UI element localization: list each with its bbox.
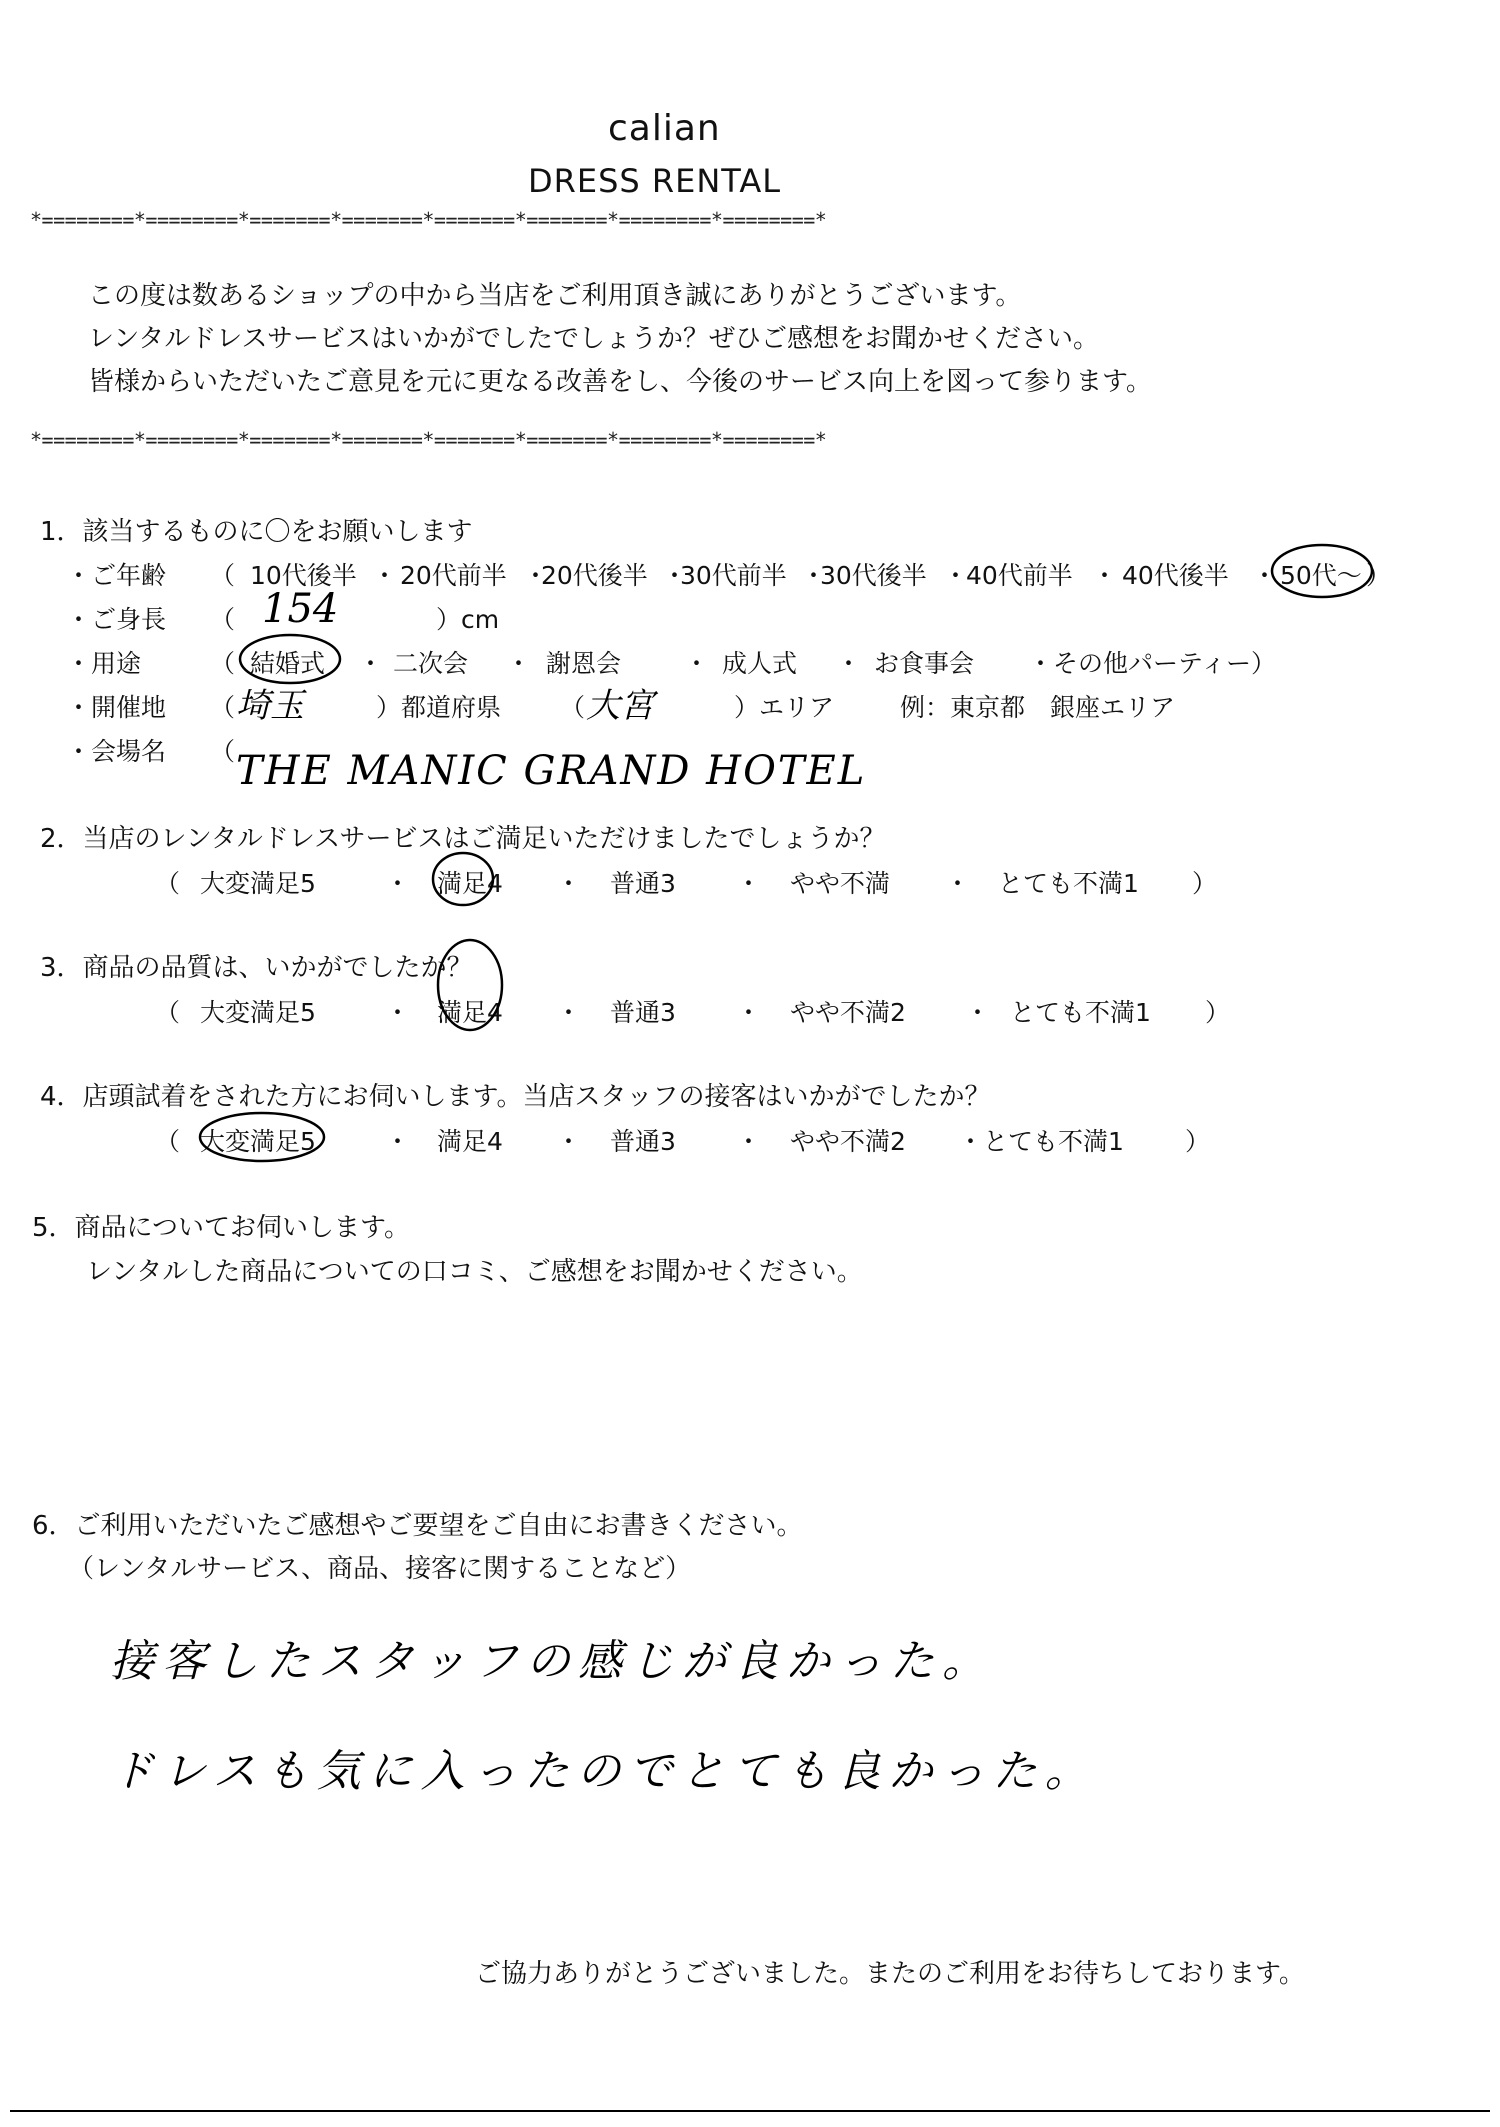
purpose-option-thanks-party[interactable]: 謝恩会	[546, 649, 622, 678]
q3-option-2[interactable]: やや不満2	[790, 998, 906, 1027]
venue-area-label: ・開催地	[66, 693, 167, 722]
q2-open-paren: （	[155, 869, 181, 898]
q4-sep: ・	[736, 1127, 762, 1156]
purpose-option-dinner[interactable]: お食事会	[874, 649, 975, 678]
age-option-20s-early[interactable]: 20代前半	[400, 561, 507, 590]
purpose-option-coming-of-age[interactable]: 成人式	[722, 649, 798, 678]
venue-example: 例：東京都 銀座エリア	[900, 693, 1176, 722]
prefecture-handwritten-value[interactable]: 埼玉	[236, 686, 304, 726]
purpose-label: ・用途	[66, 649, 142, 678]
q3-sep: ・	[556, 998, 582, 1027]
age-sep: ・	[801, 561, 827, 590]
q4-open-paren: （	[155, 1127, 181, 1156]
q3-sep: ・	[965, 998, 991, 1027]
area-open-paren: （	[560, 693, 586, 722]
area-handwritten-value[interactable]: 大宮	[586, 686, 654, 726]
venue-name-label: ・会場名	[66, 737, 167, 766]
purpose-option-after-party[interactable]: 二次会	[393, 649, 469, 678]
age-option-30s-early[interactable]: 30代前半	[680, 561, 787, 590]
prefecture-suffix: ）都道府県	[376, 693, 502, 722]
page-bottom-rule	[10, 2110, 1490, 2112]
brand-subtitle: DRESS RENTAL	[528, 162, 782, 200]
q4-option-1[interactable]: ・とても不満1	[958, 1127, 1124, 1156]
q2-option-2[interactable]: やや不満	[790, 869, 891, 898]
q3-title: 3．商品の品質は、いかがでしたか？	[40, 953, 473, 983]
age-option-40s-late[interactable]: 40代後半	[1122, 561, 1229, 590]
q4-option-4[interactable]: 満足4	[437, 1127, 503, 1156]
q4-sep: ・	[556, 1127, 582, 1156]
divider-top: *========*========*=======*=======*=======*=======*========*========*	[30, 208, 827, 232]
q3-sep: ・	[736, 998, 762, 1027]
q3-option-5[interactable]: 大変満足5	[200, 998, 316, 1027]
venue-name-open-paren: （	[210, 737, 236, 766]
height-open-paren: （	[210, 605, 236, 634]
q6-answer-line-2[interactable]: ドレスも気に入ったのでとても良かった。	[110, 1746, 1097, 1797]
age-option-10s-late[interactable]: 10代後半	[250, 561, 357, 590]
q2-sep: ・	[385, 869, 411, 898]
q4-close-paren: ）	[1185, 1127, 1211, 1156]
purpose-open-paren: （	[210, 649, 236, 678]
divider-bottom: *========*========*=======*=======*=======*=======*========*========*	[30, 428, 827, 452]
age-open-paren: （	[210, 561, 236, 590]
q3-option-3[interactable]: 普通3	[610, 998, 676, 1027]
age-label: ・ご年齢	[66, 561, 167, 590]
q2-option-5[interactable]: 大変満足5	[200, 869, 316, 898]
q4-option-5[interactable]: 大変満足5	[200, 1127, 316, 1156]
footer-thanks: ご協力ありがとうございました。またのご利用をお待ちしております。	[475, 1959, 1305, 1989]
age-sep: ・	[662, 561, 688, 590]
intro-line-3: 皆様からいただいたご意見を元に更なる改善をし、今後のサービス向上を図って参ります。	[88, 367, 1152, 397]
venue-name-handwritten-value[interactable]: THE MANIC GRAND HOTEL	[236, 748, 867, 794]
age-option-20s-late[interactable]: 20代後半	[541, 561, 648, 590]
age-option-30s-late[interactable]: 30代後半	[820, 561, 927, 590]
purpose-sep: ・	[836, 649, 862, 678]
purpose-sep: ・	[358, 649, 384, 678]
purpose-option-wedding[interactable]: 結婚式	[250, 649, 326, 678]
intro-line-1: この度は数あるショップの中から当店をご利用頂き誠にありがとうございます。	[88, 281, 1022, 311]
q2-option-3[interactable]: 普通3	[610, 869, 676, 898]
area-suffix: ）エリア	[734, 693, 835, 722]
q6-subtitle: （レンタルサービス、商品、接客に関することなど）	[68, 1554, 692, 1584]
q2-close-paren: ）	[1192, 869, 1218, 898]
q3-open-paren: （	[155, 998, 181, 1027]
brand-name: calian	[608, 108, 721, 149]
purpose-sep: ・	[684, 649, 710, 678]
age-sep: ・	[943, 561, 969, 590]
age-sep: ・	[1092, 561, 1118, 590]
age-sep: ・	[372, 561, 398, 590]
q5-title: 5．商品についてお伺いします。	[32, 1213, 410, 1243]
q2-option-1[interactable]: とても不満1	[998, 869, 1139, 898]
q5-subtitle: レンタルした商品についての口コミ、ご感想をお聞かせください。	[86, 1257, 863, 1287]
q2-sep: ・	[945, 869, 971, 898]
q2-option-4[interactable]: 満足4	[437, 869, 503, 898]
q2-sep: ・	[556, 869, 582, 898]
q4-option-3[interactable]: 普通3	[610, 1127, 676, 1156]
intro-line-2: レンタルドレスサービスはいかがでしたでしょうか？ぜひご感想をお聞かせください。	[88, 324, 1100, 354]
q2-title: 2．当店のレンタルドレスサービスはご満足いただけましたでしょうか？	[40, 824, 886, 854]
q3-option-1[interactable]: とても不満1	[1010, 998, 1151, 1027]
height-unit: ）cm	[436, 605, 500, 634]
age-option-40s-early[interactable]: 40代前半	[966, 561, 1073, 590]
q6-title: 6．ご利用いただいたご感想やご要望をご自由にお書きください。	[32, 1511, 803, 1541]
age-option-50s-plus[interactable]: 50代～	[1280, 561, 1362, 590]
height-label: ・ご身長	[66, 605, 167, 634]
height-handwritten-value[interactable]: 154	[262, 586, 339, 632]
q3-sep: ・	[385, 998, 411, 1027]
q4-title: 4．店頭試着をされた方にお伺いします。当店スタッフの接客はいかがでしたか？	[40, 1082, 991, 1112]
q1-title: 1．該当するものに〇をお願いします	[40, 517, 473, 547]
purpose-option-other-party[interactable]: ・その他パーティー）	[1028, 649, 1277, 678]
age-close-paren: ）	[1366, 561, 1392, 590]
q4-sep: ・	[385, 1127, 411, 1156]
q3-close-paren: ）	[1205, 998, 1231, 1027]
q6-answer-line-1[interactable]: 接客したスタッフの感じが良かった。	[110, 1636, 994, 1687]
purpose-sep: ・	[506, 649, 532, 678]
q3-option-4[interactable]: 満足4	[437, 998, 503, 1027]
q2-sep: ・	[736, 869, 762, 898]
venue-open-paren: （	[210, 693, 236, 722]
q4-option-2[interactable]: やや不満2	[790, 1127, 906, 1156]
age-sep: ・	[1252, 561, 1278, 590]
age-sep: ・	[523, 561, 549, 590]
